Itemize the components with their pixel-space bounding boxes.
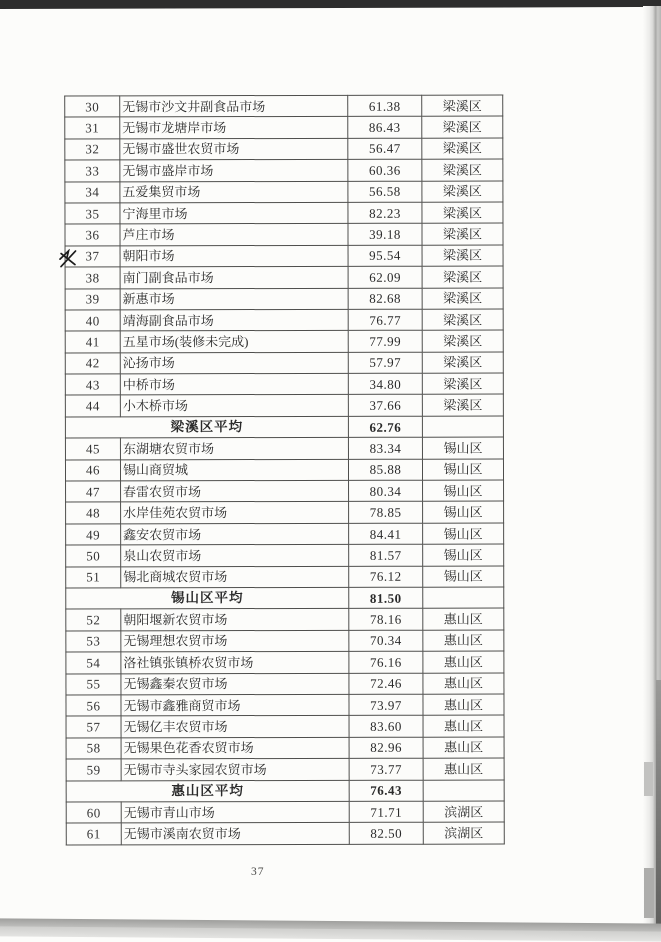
row-number-cell: 47: [66, 481, 121, 503]
row-number-cell: 41: [65, 331, 120, 353]
market-name-cell: 无锡市溪南农贸市场: [121, 823, 349, 845]
market-name-cell: 无锡市鑫雅商贸市场: [121, 694, 349, 716]
row-number-cell: 34: [65, 181, 120, 203]
district-cell: 梁溪区: [422, 309, 503, 331]
market-row: [65, 223, 503, 245]
row-number-cell: 37: [65, 246, 120, 268]
row-number-cell: 56: [66, 695, 121, 717]
score-cell: 60.36: [348, 159, 422, 181]
market-name-cell: 无锡市盛世农贸市场: [120, 138, 348, 160]
row-number-cell: 36: [65, 224, 120, 246]
district-cell: 惠山区: [423, 651, 504, 673]
district-cell: 惠山区: [423, 673, 504, 695]
market-name-cell: 小木桥市场: [120, 395, 348, 417]
district-cell: 锡山区: [423, 501, 504, 523]
row-number-cell: 44: [65, 395, 120, 417]
score-cell: 76.77: [348, 309, 422, 331]
market-row: [66, 737, 504, 759]
score-cell: 76.16: [349, 651, 423, 673]
district-cell: 梁溪区: [422, 395, 503, 417]
score-cell: 82.68: [348, 288, 422, 310]
score-cell: 61.38: [348, 95, 422, 117]
row-number-cell: 55: [66, 673, 121, 695]
market-name-cell: 无锡市寺头家园农贸市场: [121, 758, 349, 780]
score-cell: 62.09: [348, 266, 422, 288]
district-cell: 惠山区: [423, 737, 504, 759]
market-name-cell: 无锡市沙文井副食品市场: [120, 95, 348, 117]
score-cell: 82.96: [349, 737, 423, 759]
market-row: [66, 822, 504, 844]
market-row: [66, 523, 504, 545]
district-cell: 锡山区: [423, 544, 504, 566]
district-cell: 梁溪区: [422, 95, 503, 117]
row-number-cell: 35: [65, 203, 120, 225]
market-name-cell: 锡北商城农贸市场: [121, 566, 349, 588]
market-name-cell: 水岸佳苑农贸市场: [121, 502, 349, 524]
score-cell: 82.50: [349, 822, 423, 844]
market-row: [65, 95, 503, 117]
average-score-cell: 76.43: [349, 780, 423, 802]
market-name-cell: 无锡亿丰农贸市场: [121, 716, 349, 738]
row-number-cell: 57: [66, 716, 121, 738]
score-cell: 72.46: [349, 673, 423, 695]
market-name-cell: 宁海里市场: [120, 202, 348, 224]
market-row: [65, 181, 503, 203]
row-number-cell: 59: [66, 759, 121, 781]
row-number-cell: 43: [65, 374, 120, 396]
district-cell: 惠山区: [423, 694, 504, 716]
average-score-cell: 81.50: [349, 587, 423, 609]
row-number-cell: 52: [66, 609, 121, 631]
district-cell: 滨湖区: [423, 822, 504, 844]
row-number-cell: 58: [66, 738, 121, 760]
market-row: [66, 630, 504, 652]
market-name-cell: 新惠市场: [120, 288, 348, 310]
row-number-cell: 45: [65, 438, 120, 460]
market-name-cell: 无锡市龙塘岸市场: [120, 117, 348, 139]
district-cell: 锡山区: [423, 523, 504, 545]
market-name-cell: 五爱集贸市场: [120, 181, 348, 203]
market-row: [66, 608, 504, 630]
market-name-cell: 洛社镇张镇桥农贸市场: [121, 652, 349, 674]
market-score-table: [64, 95, 505, 846]
market-row: [65, 352, 503, 374]
district-cell: 梁溪区: [422, 116, 503, 138]
row-number-cell: 54: [66, 652, 121, 674]
row-number-cell: 32: [65, 139, 120, 161]
score-cell: 37.66: [348, 395, 422, 417]
score-cell: 78.16: [349, 609, 423, 631]
district-cell: 惠山区: [423, 630, 504, 652]
district-cell: 惠山区: [423, 758, 504, 780]
market-name-cell: 无锡果色花香农贸市场: [121, 737, 349, 759]
district-cell: 梁溪区: [422, 245, 503, 267]
market-name-cell: 泉山农贸市场: [121, 545, 349, 567]
market-name-cell: 鑫安农贸市场: [121, 523, 349, 545]
market-row: [65, 266, 503, 288]
market-name-cell: 朝阳市场: [120, 245, 348, 267]
market-name-cell: 靖海副食品市场: [120, 309, 348, 331]
market-row: [66, 758, 504, 780]
row-number-cell: 46: [65, 459, 120, 481]
score-cell: 83.34: [348, 437, 422, 459]
market-row: [66, 801, 504, 823]
market-row: [65, 245, 503, 267]
score-cell: 71.71: [349, 801, 423, 823]
district-cell: 梁溪区: [422, 223, 503, 245]
market-row: [65, 288, 503, 310]
row-number-cell: 38: [65, 267, 120, 289]
score-cell: 73.97: [349, 694, 423, 716]
empty-cell: [423, 780, 504, 802]
district-cell: 梁溪区: [422, 202, 503, 224]
market-name-cell: 春雷农贸市场: [121, 480, 349, 502]
score-cell: 85.88: [348, 459, 422, 481]
empty-cell: [422, 416, 503, 438]
row-number-cell: 39: [65, 288, 120, 310]
district-cell: 锡山区: [423, 566, 504, 588]
score-cell: 86.43: [348, 117, 422, 139]
market-row: [66, 480, 504, 502]
market-row: [66, 544, 504, 566]
score-cell: 77.99: [348, 331, 422, 353]
score-cell: 56.58: [348, 181, 422, 203]
average-label-cell: 梁溪区平均: [65, 416, 348, 438]
district-cell: 滨湖区: [423, 801, 504, 823]
score-cell: 56.47: [348, 138, 422, 160]
district-cell: 惠山区: [423, 715, 504, 737]
market-row: [65, 459, 503, 481]
market-row: [66, 651, 504, 673]
district-cell: 梁溪区: [422, 352, 503, 374]
district-cell: 锡山区: [422, 459, 503, 481]
market-row: [65, 116, 503, 138]
market-name-cell: 无锡市盛岸市场: [120, 160, 348, 182]
market-name-cell: 无锡理想农贸市场: [121, 630, 349, 652]
row-number-cell: 48: [66, 502, 121, 524]
market-row: [66, 566, 504, 588]
market-row: [65, 330, 503, 352]
scan-smudge: [644, 868, 654, 918]
market-row: [65, 138, 503, 160]
average-label-cell: 锡山区平均: [66, 587, 349, 609]
score-cell: 82.23: [348, 202, 422, 224]
district-cell: 梁溪区: [422, 266, 503, 288]
row-number-cell: 50: [66, 545, 121, 567]
district-cell: 梁溪区: [422, 373, 503, 395]
row-number-cell: 40: [65, 310, 120, 332]
score-cell: 76.12: [349, 566, 423, 588]
score-cell: 39.18: [348, 224, 422, 246]
score-cell: 81.57: [349, 544, 423, 566]
market-name-cell: 无锡鑫秦农贸市场: [121, 673, 349, 695]
district-average-row: [66, 587, 504, 609]
district-cell: 梁溪区: [422, 159, 503, 181]
market-name-cell: 东湖塘农贸市场: [120, 438, 348, 460]
scan-edge-right-dark: [656, 680, 661, 935]
market-name-cell: 沁扬市场: [120, 352, 348, 374]
average-score-cell: 62.76: [348, 416, 422, 438]
scan-smudge: [644, 762, 653, 796]
row-number-cell: 60: [66, 802, 121, 824]
market-name-cell: 南门副食品市场: [120, 266, 348, 288]
market-row: [66, 694, 504, 716]
score-cell: 78.85: [349, 502, 423, 524]
row-number-cell: 61: [66, 823, 121, 845]
score-cell: 57.97: [348, 352, 422, 374]
scan-edge-top: [0, 0, 661, 9]
market-table-body: [65, 95, 505, 845]
empty-cell: [423, 587, 504, 609]
row-number-cell: 31: [65, 117, 120, 139]
market-row: [65, 202, 503, 224]
district-average-row: [66, 780, 504, 802]
market-row: [65, 159, 503, 181]
market-name-cell: 芦庄市场: [120, 224, 348, 246]
score-cell: 80.34: [349, 480, 423, 502]
market-name-cell: 锡山商贸城: [120, 459, 348, 481]
score-cell: 34.80: [348, 373, 422, 395]
district-cell: 梁溪区: [422, 138, 503, 160]
market-name-cell: 五星市场(装修未完成): [120, 331, 348, 353]
score-cell: 70.34: [349, 630, 423, 652]
market-name-cell: 朝阳堰新农贸市场: [121, 609, 349, 631]
market-row: [66, 715, 504, 737]
market-name-cell: 中桥市场: [120, 373, 348, 395]
district-average-row: [65, 416, 503, 438]
district-cell: 梁溪区: [422, 330, 503, 352]
row-number-cell: 53: [66, 631, 121, 653]
page-number: 37: [251, 866, 265, 878]
score-cell: 73.77: [349, 758, 423, 780]
market-row: [65, 373, 503, 395]
market-row: [65, 395, 503, 417]
market-row: [66, 673, 504, 695]
average-label-cell: 惠山区平均: [66, 780, 349, 802]
district-cell: 梁溪区: [422, 288, 503, 310]
score-cell: 83.60: [349, 716, 423, 738]
district-cell: 锡山区: [422, 437, 503, 459]
score-cell: 84.41: [349, 523, 423, 545]
market-row: [65, 437, 503, 459]
handwritten-check-mark: [56, 248, 81, 269]
row-number-cell: 33: [65, 160, 120, 182]
row-number-cell: 51: [66, 566, 121, 588]
district-cell: 梁溪区: [422, 181, 503, 203]
district-cell: 惠山区: [423, 608, 504, 630]
row-number-cell: 42: [65, 353, 120, 375]
row-number-cell: 49: [66, 524, 121, 546]
market-row: [66, 501, 504, 523]
market-name-cell: 无锡市青山市场: [121, 801, 349, 823]
district-cell: 锡山区: [423, 480, 504, 502]
row-number-cell: 30: [65, 96, 120, 118]
score-cell: 95.54: [348, 245, 422, 267]
market-row: [65, 309, 503, 331]
